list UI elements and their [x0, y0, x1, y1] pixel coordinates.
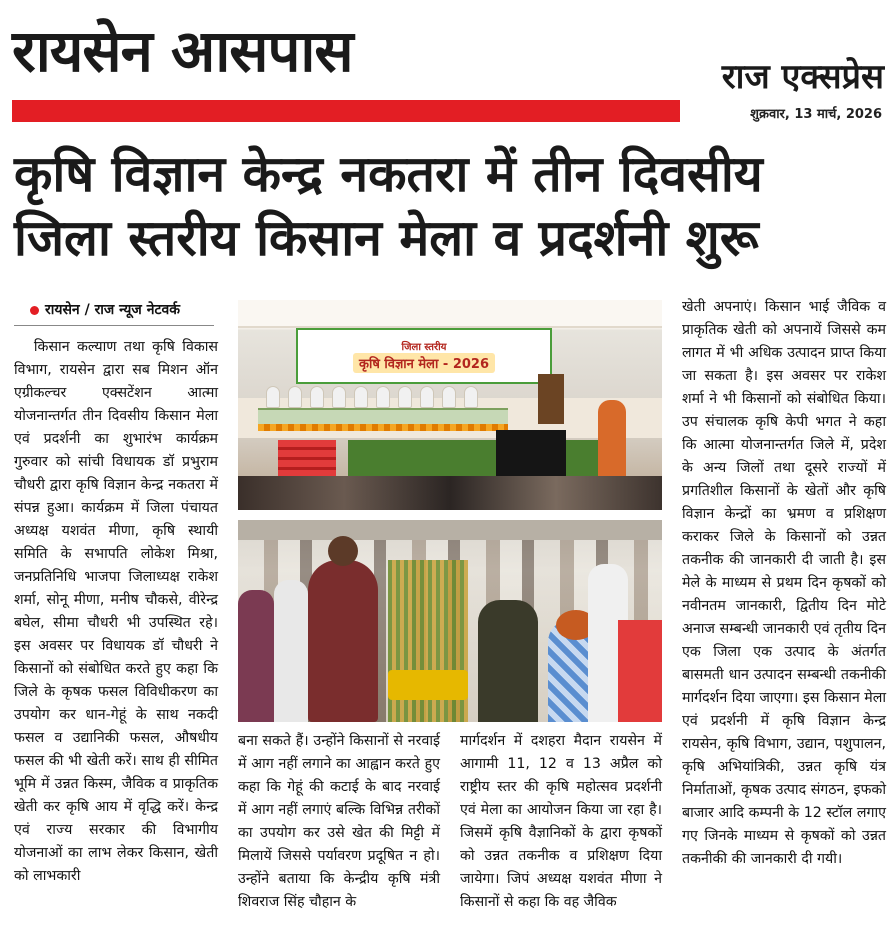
seated-guest [420, 386, 434, 408]
red-carpet-steps [278, 440, 336, 480]
edition-date: शुक्रवार, 13 मार्च, 2026 [750, 107, 882, 122]
newspaper-brand: राज एक्सप्रेस [721, 57, 884, 97]
column-3-text: मार्गदर्शन में दशहरा मैदान रायसेन में आगामी 11, 12 व 13 अप्रैल को राष्ट्रीय स्तर की कृषि महोत्सव प्रदर्शनी एवं मेला का आयोजन किया जा रहा है। जिसमें कृषि वैज्ञानिकों के द्वारा कृषकों को उन्नत तकनीक व प्रशिक्षण दिया जायेगा। जिपं अध्यक्ष यशवंत मीणा ने किसानों से कहा कि वह जैविक [460, 733, 662, 910]
seated-guest [332, 386, 346, 408]
display-pots [388, 670, 468, 700]
masthead-red-bar [12, 100, 680, 122]
seated-guest [398, 386, 412, 408]
visitor [478, 600, 538, 722]
stage-banner-line-2: कृषि विज्ञान मेला - 2026 [353, 353, 495, 373]
seated-guest [464, 386, 478, 408]
article-column-1 [14, 336, 218, 936]
bullet-icon [30, 306, 39, 315]
exhibition-stall-photo [238, 520, 662, 722]
column-2-text: बना सकते हैं। उन्होंने किसानों से नरवाई में आग नहीं लगाने का आह्वान करते हुए कहा कि गेहूं की कटाई के बाद नरवाई में आग नहीं लगाएं बल्कि विभिन्न तरीकों का उपयोग कर उसे खेत की मिट्टी में मिलायें जिससे पर्यावरण प्रदूषित न हो। उन्होंने बताया कि केन्द्रीय कृषि मंत्री शिवराज सिंह चौहान के [238, 733, 440, 910]
tent-canopy [238, 300, 662, 328]
seated-guest [288, 386, 302, 408]
stage-banner [296, 328, 552, 384]
stage-table [258, 408, 508, 424]
seated-guest [354, 386, 368, 408]
seated-guest [310, 386, 324, 408]
visitor [274, 580, 308, 722]
seated-guest [376, 386, 390, 408]
article-headline [14, 142, 884, 270]
red-chair [618, 620, 662, 722]
stage-banner-line-1: जिला स्तरीय [401, 342, 447, 353]
photographer [598, 400, 626, 480]
column-4-text: खेती अपनाएं। किसान भाई जैविक व प्राकृतिक खेती को अपनायें जिससे कम लागत में भी अधिक उत्पादन प्राप्त किया जा सकता है। इस अवसर पर राकेश शर्मा ने भी किसानों को संबोधित किया। उप संचालक कृषि केपी भगत ने कहा कि आत्मा योजनान्तर्गत जिले में, प्रदेश के अन्य जिलों तथा दूसरे राज्यों में प्रगतिशील किसानों के खेतों और कृषि विज्ञान केन्द्रों का भ्रमण व प्रशिक्षण कराकर जिले के किसानों को उन्नत तकनीक की जानकारी दी जाती है। इस मेले के माध्यम से प्रथम दिन कृषकों को नवीनतम जानकारी, द्वितीय दिन मोटे अनाज सम्बन्धी जानकारी एवं तृतीय दिन एक जिला एक उत्पाद के अंतर्गत बासमती धान उत्पादन सम्बन्धी तकनीकी मार्गदर्शन दिया जाएगा। इस किसान मेला एवं प्रदर्शनी में कृषि विज्ञान केन्द्र रायसेन, कृषि विभाग, उद्यान, पशुपालन, कृषि अभियांत्रिकी, उन्नत कृषि यंत्र निर्माताओं, कृषक उत्पाद संगठन, इफको बाजार आदि कम्पनी के 12 स्टॉल लगाए गए जिनके माध्यम से कृषकों को उन्नत तकनीकी की जानकारी दी गयी। [682, 299, 886, 867]
section-title: रायसेन आसपास [12, 17, 353, 85]
mla-visitor [308, 560, 378, 722]
headline-line-2: जिला स्तरीय किसान मेला व प्रदर्शनी शुरू [14, 209, 759, 267]
article-column-3 [460, 730, 662, 940]
column-1-text: किसान कल्याण तथा कृषि विकास विभाग, रायसेन द्वारा सब मिशन ऑन एग्रीकल्चर एक्सटेंशन आत्मा योजनान्तर्गत तीन दिवसीय किसान मेला एवं प्रदर्शनी का शुभारंभ कार्यक्रम गुरुवार को सांची विधायक डॉ प्रभुराम चौधरी द्वारा कृषि विज्ञान केन्द्र नकतरा में संपन्न हुआ। कार्यक्रम में जिला पंचायत अध्यक्ष यशवंत मीणा, कृषि स्थायी समिति के सभापति लोकेश मिश्रा, जनप्रतिनिधि भाजपा जिलाध्यक्ष राकेश शर्मा, सोनू मीणा, मनीष चौकसे, वीरेन्द्र बघेल, सीमा चौधरी भी उपस्थित रहे। इस अवसर पर विधायक डॉ चौधरी ने किसानों को संबोधित करते हुए कहा कि जिले के कृषक फसल विविधीकरण का उपयोग कर धान-गेहूं के साथ नकदी फसल व उद्यानिकी फसल, औषधीय फसल की भी खेती करें। साथ ही सीमित भूमि में उन्नत किस्म, जैविक व प्राकृतिक खेती कर कृषि आय में वृद्धि करें। केन्द्र एवं राज्य सरकार की विभागीय योजनाओं का लाभ लेकर किसान, खेती को लाभकारी [14, 339, 218, 884]
seated-guest [266, 386, 280, 408]
seated-guest [442, 386, 456, 408]
audience [238, 476, 662, 510]
byline-divider [14, 325, 214, 326]
byline [30, 300, 180, 319]
stage-event-photo [238, 300, 662, 510]
podium [538, 374, 564, 424]
headline-line-1: कृषि विज्ञान केन्द्र नकतरा में तीन दिवसीय [14, 145, 763, 203]
article-column-2 [238, 730, 440, 940]
byline-text: रायसेन / राज न्यूज नेटवर्क [45, 302, 181, 318]
visitor [238, 590, 274, 722]
tent-ceiling [238, 520, 662, 540]
marigold-garland [258, 424, 508, 431]
article-column-4 [682, 296, 886, 942]
